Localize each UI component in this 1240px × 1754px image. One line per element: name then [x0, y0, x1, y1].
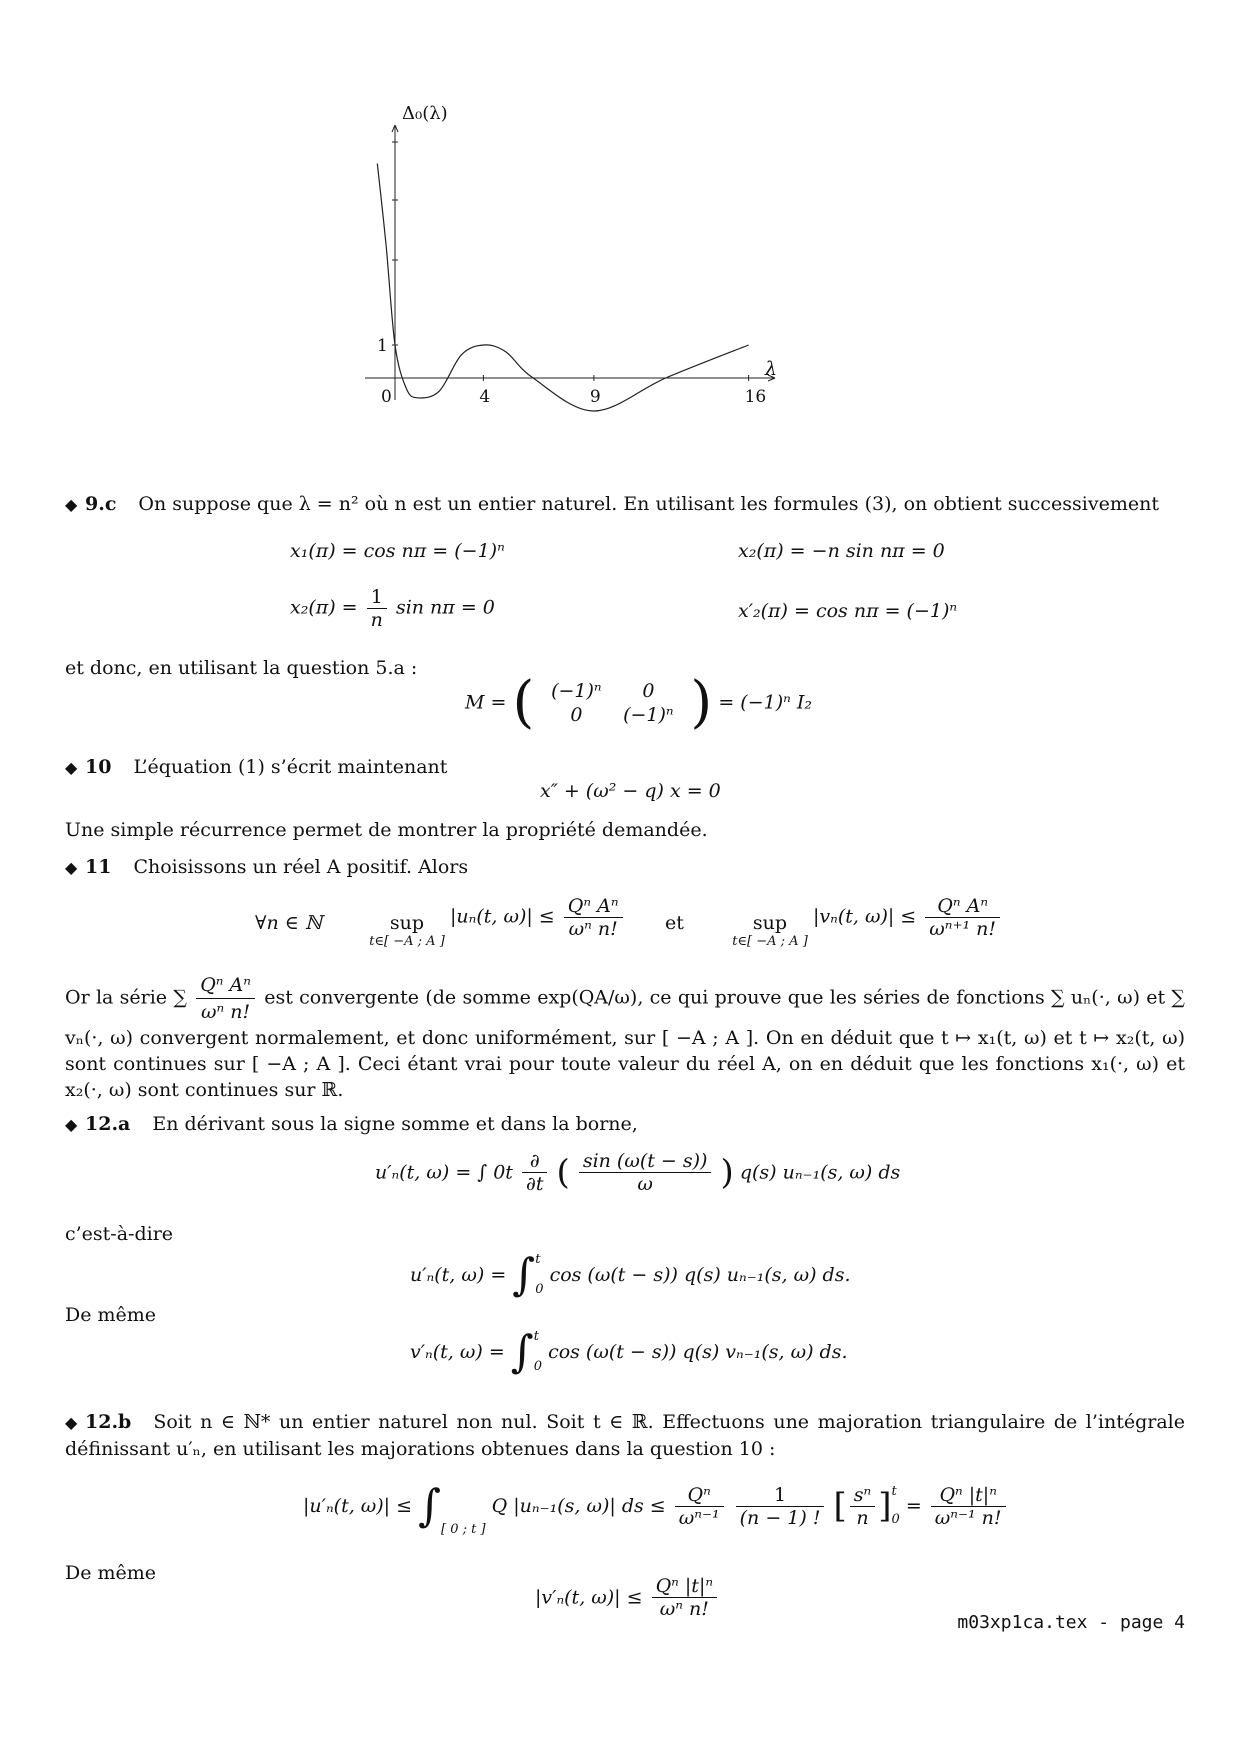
matrix-m11: (−1)ⁿ [551, 679, 602, 702]
q11-u-num: Qⁿ Aⁿ [564, 895, 623, 918]
q9c-eq2a-right: sin nπ = 0 [395, 596, 495, 619]
q12b-demem: De même [65, 1562, 157, 1584]
page-footer: m03xp1ca.tex - page 4 [957, 1612, 1185, 1633]
q11-sup-v [725, 898, 815, 949]
delta-chart [340, 95, 900, 475]
q12a-eq3-right: cos (ω(t − s)) q(s) vₙ₋₁(s, ω) ds. [548, 1341, 848, 1363]
y-tick-label-0: 1 [377, 336, 388, 356]
q11-sup-sub: t∈[ −A ; A ] [369, 934, 445, 949]
q12a-cad: c’est-à-dire [65, 1223, 174, 1245]
q11-v-bound [813, 895, 1003, 940]
q10-label: 10 [85, 756, 112, 778]
q12a-eq1-left: u′ₙ(t, ω) = ∫ 0t [375, 1161, 513, 1184]
x-tick-label-1: 4 [479, 387, 491, 407]
q12a-paragraph [65, 1111, 1185, 1138]
q12b-eq1-int-sub: [ 0 ; t ] [441, 1522, 486, 1537]
q12b-f4-den: ωⁿ⁻¹ n! [934, 1506, 1002, 1529]
diamond-icon: ◆ [65, 1115, 78, 1134]
q12a-label: 12.a [85, 1113, 131, 1135]
q10-eq: x″ + (ω² − q) x = 0 [540, 780, 721, 802]
q12a-eq1-sden: ω [637, 1173, 653, 1195]
q12b-br-upper: t [891, 1484, 897, 1499]
q11-et: et [665, 912, 684, 934]
q12b-eq1-a: |u′ₙ(t, ω)| ≤ [303, 1495, 413, 1517]
q9c-eq1b: x₂(π) = −n sin nπ = 0 [738, 540, 945, 562]
q11-p1-start: Or la série ∑ [65, 986, 187, 1009]
delta-curve [377, 164, 748, 412]
diamond-icon: ◆ [65, 1413, 78, 1432]
q10-paragraph [65, 754, 1185, 781]
matrix-right: = (−1)ⁿ I₂ [718, 691, 812, 714]
q11-v-abs: |vₙ(t, ω)| ≤ [813, 905, 917, 928]
q12b-text: Soit n ∈ ℕ* un entier naturel non nul. Soit t ∈ ℝ. Effectuons une majoration triangulaire de l’intégrale définissant u′ₙ, en utilisant les majorations obtenues dans la question 10 : [65, 1411, 1185, 1460]
q12a-demem: De même [65, 1304, 157, 1326]
q9c-label: 9.c [85, 493, 117, 515]
x-tick-label-2: 9 [589, 387, 601, 407]
q12a-eq3: v′ₙ(t, ω) = ∫ t 0 cos (ω(t − s)) q(s) vₙ₋₁(s, ω) ds. [410, 1322, 848, 1382]
q12a-eq1-snum: sin (ω(t − s)) [579, 1150, 712, 1173]
matrix-m12: 0 [642, 679, 655, 702]
q12b-eq1-b: Q |uₙ₋₁(s, ω)| ds ≤ [491, 1495, 666, 1517]
y-axis-label: Δ₀(λ) [402, 103, 448, 124]
diamond-icon: ◆ [65, 495, 78, 514]
q12b-eq1-eq: = [905, 1495, 922, 1517]
x-tick-label-3: 16 [744, 387, 767, 407]
q12b-f3-den: n [856, 1506, 869, 1529]
q12b-eq2-a: |v′ₙ(t, ω)| ≤ [535, 1586, 643, 1609]
x-axis-label: λ [765, 358, 778, 380]
q9c-matrix-eq: M = ( (−1)ⁿ 0 0 (−1)ⁿ ) = (−1)ⁿ I₂ [465, 670, 812, 735]
q12a-eq2-right: cos (ω(t − s)) q(s) uₙ₋₁(s, ω) ds. [549, 1264, 851, 1286]
q11-label: 11 [85, 856, 112, 878]
q12a-eq2: u′ₙ(t, ω) = ∫ t 0 cos (ω(t − s)) q(s) uₙ₋₁(s, ω) ds. [410, 1245, 851, 1305]
q12a-eq2-left: u′ₙ(t, ω) = [410, 1264, 507, 1286]
matrix-left: M = [465, 691, 507, 714]
q11-p1-den: ωⁿ n! [201, 1001, 251, 1023]
q11-sup-label: sup [389, 912, 425, 934]
q12a-eq2-upper: t [535, 1252, 541, 1267]
q11-sup-sub-2: t∈[ −A ; A ] [732, 934, 808, 949]
q12b-f3-num: sⁿ [850, 1484, 875, 1507]
q9c-eq2a-left: x₂(π) = [290, 596, 358, 619]
q12b-eq2 [535, 1575, 720, 1620]
q12b-f2-den: (n − 1) ! [739, 1506, 821, 1529]
q12a-eq3-lower: 0 [533, 1359, 543, 1374]
q11-p1-rest: est convergente (de somme exp(QA/ω), ce qui prouve que les séries de fonctions ∑ uₙ(·, ω) et ∑ vₙ(·, ω) convergent normalement, et donc uniformément, sur [ −A ; A ]. On en déduit que t ↦ x₁(t, ω) et t ↦ x₂(t, ω) sont continues sur [ −A ; A ]. Ceci étant vrai pour toute valeur du réel A, on en déduit que les fonctions x₁(·, ω) et x₂(·, ω) sont continues sur ℝ. [65, 986, 1185, 1101]
q9c-after: et donc, en utilisant la question 5.a : [65, 657, 418, 679]
q11-u-abs: |uₙ(t, ω)| ≤ [450, 905, 555, 928]
q12b-f1-den: ωⁿ⁻¹ [678, 1506, 720, 1529]
q12a-eq1: u′ₙ(t, ω) = ∫ 0t $\frac{\partial}{\partial t}$ ( $\frac{\sin (\omega(t - s))}{\omega}$ ) q(s) uₙ₋₁(s, ω) ds [375, 1150, 901, 1195]
x-tick-label-0: 0 [381, 387, 392, 407]
q12b-f5-num: Qⁿ |t|ⁿ [652, 1575, 717, 1598]
q12a-eq2-lower: 0 [535, 1282, 544, 1297]
q11-u-bound [450, 895, 626, 940]
q9c-eq2a [290, 586, 495, 631]
q11-u-den: ωⁿ n! [568, 918, 618, 940]
q11-text: Choisissons un réel A positif. Alors [133, 856, 469, 878]
q11-v-den: ωⁿ⁺¹ n! [929, 918, 997, 940]
q12a-eq1-dt: ∂t [526, 1173, 544, 1195]
q11-body [65, 972, 1185, 1103]
q9c-eq2a-den: n [370, 609, 383, 631]
matrix-m22: (−1)ⁿ [623, 703, 674, 726]
q12b-f4-num: Qⁿ |t|ⁿ [931, 1484, 1006, 1507]
q12b-br-lower: 0 [891, 1512, 900, 1527]
q12a-eq3-upper: t [533, 1329, 539, 1344]
q11-paragraph [65, 854, 1185, 881]
diamond-icon: ◆ [65, 758, 78, 777]
q12b-f1-num: Qⁿ [675, 1484, 724, 1507]
q12b-paragraph [65, 1409, 1185, 1462]
q9c-eq2a-num: 1 [367, 586, 387, 609]
q12a-eq3-left: v′ₙ(t, ω) = [410, 1341, 505, 1363]
q12a-text: En dérivant sous la signe somme et dans la borne, [152, 1113, 638, 1135]
q11-forall: ∀n ∈ ℕ [255, 912, 323, 934]
q11-v-num: Qⁿ Aⁿ [925, 895, 1000, 918]
q12a-eq1-d: ∂ [522, 1150, 547, 1173]
q11-p1-num: Qⁿ Aⁿ [196, 972, 255, 999]
q9c-text: On suppose que λ = n² où n est un entier naturel. En utilisant les formules (3), on obtient successivement [138, 493, 1159, 515]
q11-sup-label-2: sup [752, 912, 788, 934]
q9c-eq1a: x₁(π) = cos nπ = (−1)ⁿ [290, 540, 505, 562]
q9c-eq2b: x′₂(π) = cos nπ = (−1)ⁿ [738, 600, 958, 622]
q12b-f2-num: 1 [736, 1484, 825, 1507]
diamond-icon: ◆ [65, 858, 78, 877]
q10-text: L’équation (1) s’écrit maintenant [133, 756, 448, 778]
q12b-eq1: |u′ₙ(t, $\omega)| \le \int_{[ 0 ; t ]}$ Q |uₙ₋₁(s, ω)| ds ≤ $\frac{\text{Qⁿ}}{\text{ωⁿ⁻¹}}$ $\frac{1}{(n - 1) !}$ [ $\frac{\text{sⁿ}}{n}$ ] t 0 = $\frac{\text{Qⁿ |t|ⁿ}}{\text{ωⁿ⁻¹ n!}}$ [303, 1478, 1009, 1537]
q10-after: Une simple récurrence permet de montrer la propriété demandée. [65, 819, 708, 841]
q12a-eq1-right: q(s) uₙ₋₁(s, ω) ds [739, 1161, 901, 1184]
matrix-m21: 0 [570, 703, 583, 726]
q9c-paragraph [65, 491, 1185, 518]
q12b-label: 12.b [85, 1411, 132, 1433]
q12b-f5-den: ωⁿ n! [659, 1598, 709, 1620]
q11-sup-u [362, 898, 452, 949]
